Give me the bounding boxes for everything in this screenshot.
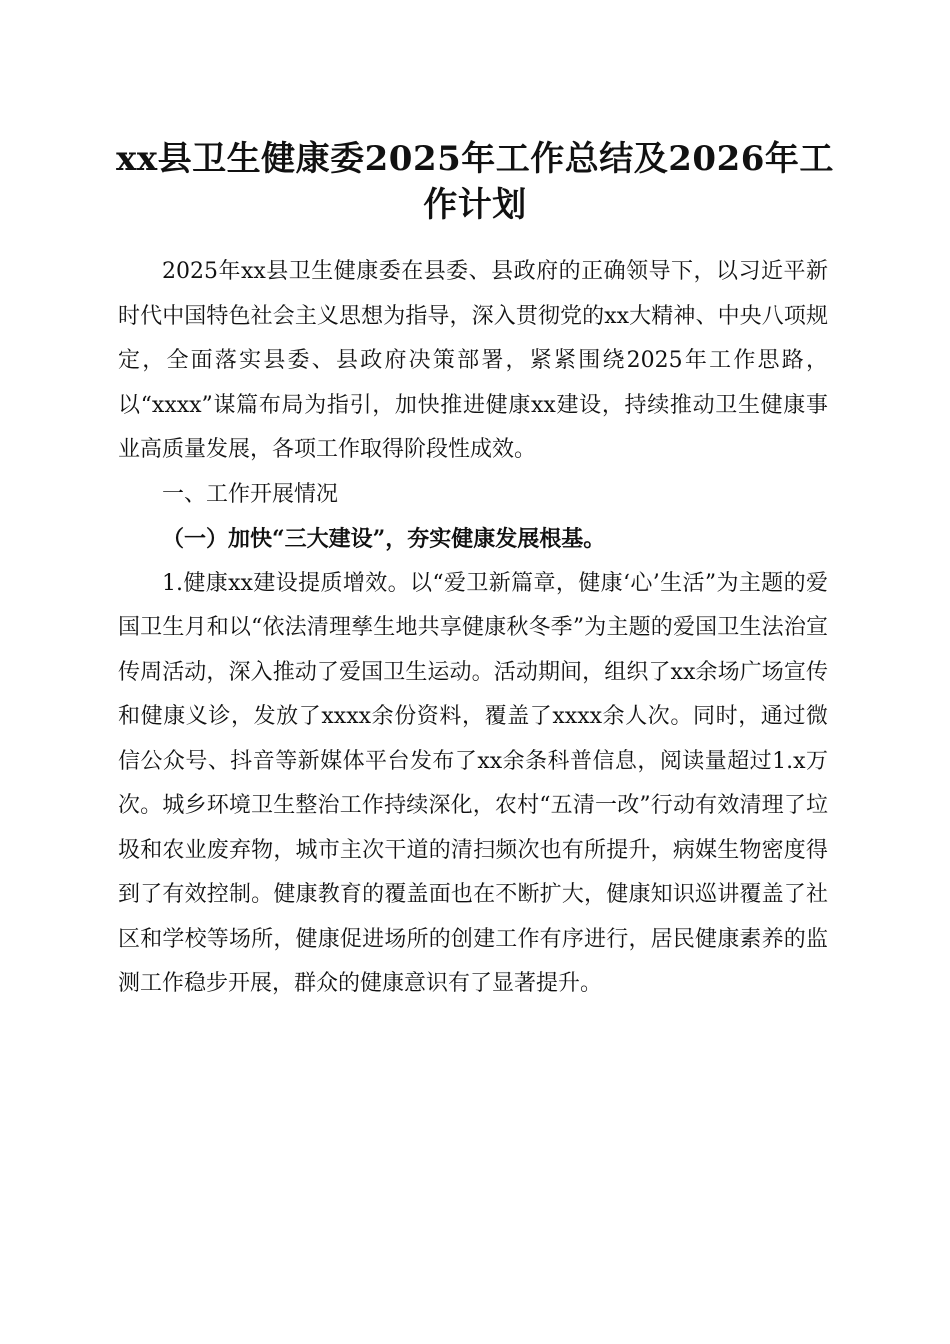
document-body <box>118 250 828 1007</box>
subsection-heading: （一）加快“三大建设”，夯实健康发展根基。 <box>162 526 606 552</box>
section-heading: 一、工作开展情况 <box>162 481 339 507</box>
body-paragraph: 1.健康xx建设提质增效。以“爱卫新篇章，健康‘心’生活”为主题的爱国卫生月和以“依法清理孳生地共享健康秋冬季”为主题的爱国卫生法治宣传周活动，深入推动了爱国卫生运动。活动期间，组织了xx余场广场宣传和健康义诊，发放了xxxx余份资料，覆盖了xxxx余人次。同时，通过微信公众号、抖音等新媒体平台发布了xx余条科普信息，阅读量超过1.x万次。城乡环境卫生整治工作持续深化，农村“五清一改”行动有效清理了垃圾和农业废弃物，城市主次干道的清扫频次也有所提升，病媒生物密度得到了有效控制。健康教育的覆盖面也在不断扩大，健康知识巡讲覆盖了社区和学校等场所，健康促进场所的创建工作有序进行，居民健康素养的监测工作稳步开展，群众的健康意识有了显著提升。 <box>118 570 828 996</box>
intro-paragraph: 2025年xx县卫生健康委在县委、县政府的正确领导下，以习近平新时代中国特色社会主义思想为指导，深入贯彻党的xx大精神、中央八项规定，全面落实县委、县政府决策部署，紧紧围绕2025年工作思路，以“xxxx”谋篇布局为指引，加快推进健康xx建设，持续推动卫生健康事业高质量发展，各项工作取得阶段性成效。 <box>118 259 828 462</box>
document-title: xx县卫生健康委2025年工作总结及2026年工作计划 <box>116 139 834 225</box>
